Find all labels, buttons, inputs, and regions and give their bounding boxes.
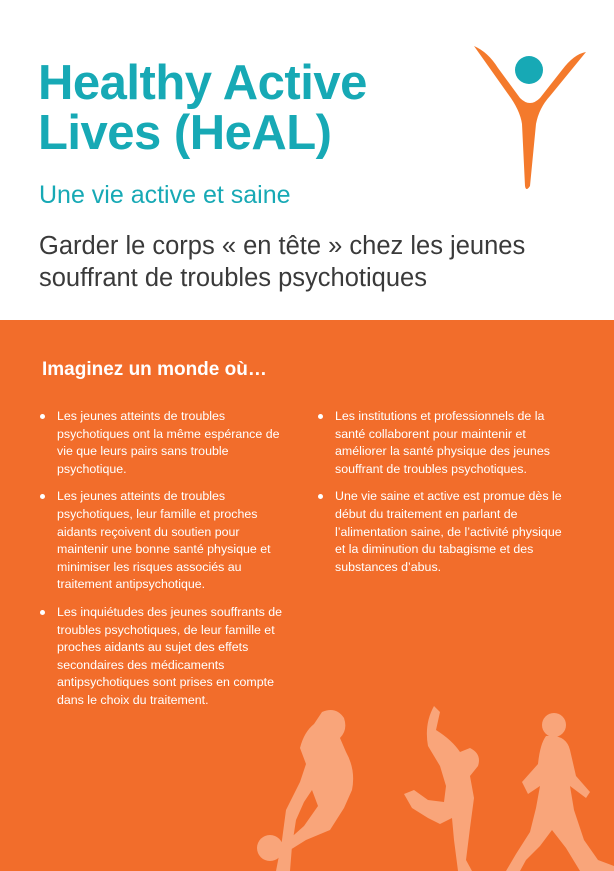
list-item [318, 408, 563, 478]
soccer-ball-icon [257, 835, 283, 861]
bullet-icon [318, 414, 323, 419]
bullet-icon [40, 414, 45, 419]
title-line-1: Healthy Active [38, 56, 367, 110]
page-title [38, 58, 478, 158]
list-item [40, 488, 285, 594]
tagline [39, 230, 599, 294]
subtitle: Une vie active et saine [39, 181, 291, 209]
header [0, 0, 614, 320]
list-item-text: Les jeunes atteints de troubles psychotiques, leur famille et proches aidants reçoivent du soutien pour maintenir une bonne santé physique et minimiser les risques associés au traitement antipsychotique. [57, 489, 271, 592]
bullet-icon [40, 494, 45, 499]
list-item [40, 408, 285, 478]
left-bullet-list [40, 408, 285, 720]
right-bullet-list [318, 408, 563, 586]
list-item [318, 488, 563, 576]
tagline-line-1: Garder le corps « en tête » chez les jeunes [39, 232, 526, 260]
list-item-text: Les inquiétudes des jeunes souffrants de troubles psychotiques, de leur famille et proches aidants au sujet des effets secondaires des médicaments antipsychotiques sont prises en compte dans le choix du traitement. [57, 604, 283, 707]
runner-head [542, 713, 566, 737]
runner-silhouette [506, 736, 614, 871]
list-item-text: Les jeunes atteints de troubles psychotiques ont la même espérance de vie que leurs pairs sans trouble psychotique. [57, 409, 280, 476]
logo-head [515, 56, 543, 84]
bullet-icon [318, 494, 323, 499]
tagline-line-2: souffrant de troubles psychotiques [39, 264, 427, 292]
bullet-icon [40, 610, 45, 615]
orange-panel [0, 320, 614, 871]
list-item [40, 604, 285, 710]
list-item-text: Une vie saine et active est promue dès le début du traitement en parlant de l’alimentation saine, de l’activité physique et la diminution du tabagisme et des substances d’abus. [335, 489, 562, 574]
soccer-player-silhouette [276, 710, 353, 871]
list-item-text: Les institutions et professionnels de la santé collaborent pour maintenir et améliorer la santé physique des jeunes souffrant de troubles psychotiques. [335, 409, 550, 476]
person-arms-raised-icon [468, 40, 588, 200]
title-line-2: Lives (HeAL) [38, 106, 332, 160]
section-heading: Imaginez un monde où… [42, 359, 267, 380]
acrobat-silhouette [404, 706, 479, 871]
